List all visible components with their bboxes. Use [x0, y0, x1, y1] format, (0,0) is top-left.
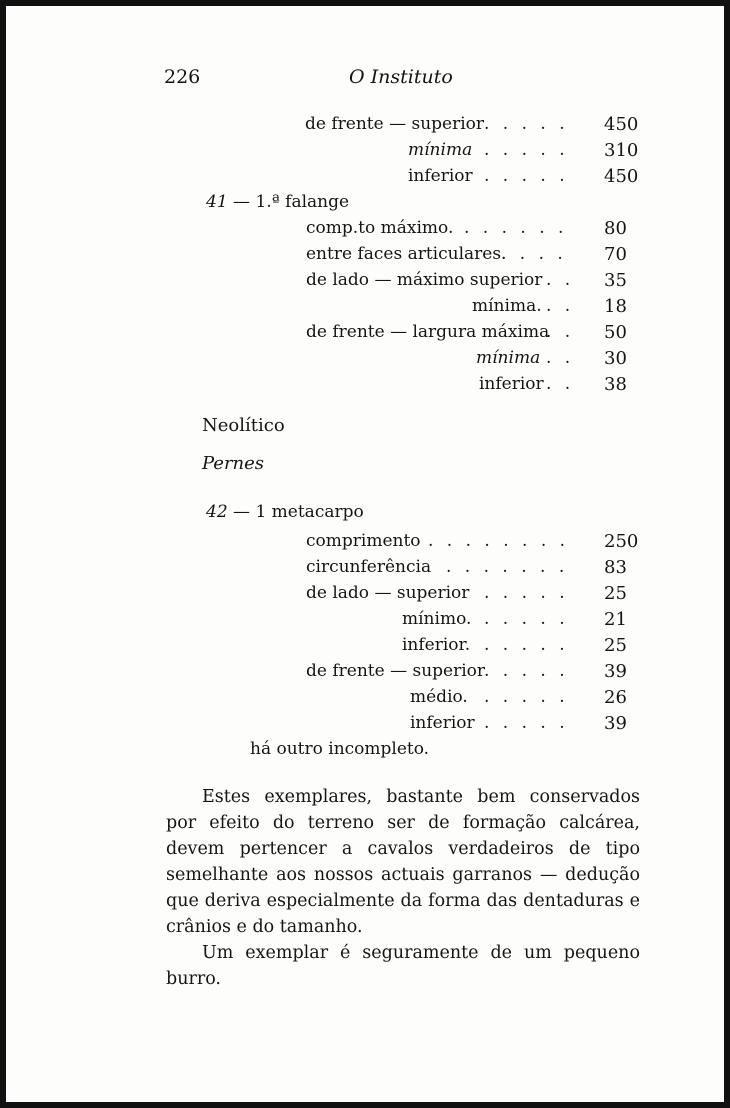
row-value: 18: [604, 296, 627, 317]
row-value: 50: [604, 322, 627, 343]
row-value: 38: [604, 374, 627, 395]
measurement-row: [306, 324, 549, 341]
item-heading: [206, 504, 364, 521]
row-value: 39: [604, 713, 627, 734]
row-label: entre faces articulares.: [306, 244, 507, 264]
measurement-row: [408, 142, 472, 159]
locality-heading: Pernes: [202, 453, 265, 474]
row-label: de frente — superior: [305, 114, 485, 134]
row-label: circunferência: [306, 557, 432, 577]
measurement-row: [306, 272, 542, 289]
running-title: O Instituto: [349, 66, 453, 88]
row-label: de lado — superior: [306, 583, 470, 603]
row-label: de frente — largura máxima: [306, 322, 550, 342]
row-value: 450: [604, 166, 639, 187]
measurement-row: [402, 637, 470, 654]
measurement-row: [306, 559, 431, 576]
period-heading: Neolítico: [202, 415, 285, 436]
row-value: 83: [604, 557, 627, 578]
row-value: 39: [604, 661, 627, 682]
item-dash: —: [233, 192, 251, 212]
item-number: 41: [206, 192, 228, 212]
row-value: 30: [604, 348, 627, 369]
measurement-row: [306, 533, 421, 550]
measurement-row: [410, 715, 475, 732]
row-label: mínima: [408, 140, 473, 160]
row-value: 25: [604, 635, 627, 656]
row-label: médio.: [410, 687, 468, 707]
measurement-row: [306, 220, 453, 237]
measurement-row: [408, 168, 473, 185]
measurement-row: [476, 350, 540, 367]
measurement-row: [472, 298, 542, 315]
row-label: comp.to máximo.: [306, 218, 454, 238]
paragraph: Um exemplar é seguramente de um pequeno burro.: [166, 943, 640, 989]
row-label: de lado — máximo superior: [306, 270, 543, 290]
row-label: inferior: [410, 713, 475, 733]
row-value: 70: [604, 244, 627, 265]
body-text: [166, 784, 640, 992]
row-value: 35: [604, 270, 627, 291]
measurement-row: [305, 116, 484, 133]
book-page: 226 O Instituto de frente — superior . . . . . 450 mínima . . . . . 310 inferior . . . . . 450 41 — 1.ª falange comp.to máximo. . . . . . . 80 entre faces articulares. . . . . 70 de lado — máximo superior . . 35 mínima. . . 18 de frente — largura máxima . . 50 mínima . . 30 inferior . . 38 Neolítico Pernes 42 — 1 metacarpo comprimento . . . . . . . . 250 circunferência . . . . . . . 83 de lado — superior . . . . . 25 mínimo. . . . . . 21 inferior. . . . . . 25 de frente — superior . . . . . 39 médio. . . . . . 26 inferior . . . . . 39 há outro incompleto. Estes exemplares, bastante bem conservados por efeito do terreno ser de formação calcárea, devem pertencer a cavalos verdadeiros de tipo semelhante aos nossos actuais garranos — dedução que deriva especialmente da forma das dentaduras e crânios e do tamanho. Um exemplar é seguramente de um pequeno burro.: [0, 0, 730, 1108]
item-title: 1.ª falange: [255, 192, 350, 212]
measurement-row: [306, 246, 506, 263]
measurement-row: [479, 376, 544, 393]
row-label: mínima.: [472, 296, 542, 316]
row-label: inferior.: [402, 635, 471, 655]
row-value: 25: [604, 583, 627, 604]
item-heading: [206, 194, 349, 211]
item-number: 42: [206, 502, 228, 522]
row-label: inferior: [479, 374, 544, 394]
item-dash: —: [233, 502, 251, 522]
row-value: 80: [604, 218, 627, 239]
item-note: há outro incompleto.: [250, 739, 430, 759]
row-label: mínima: [476, 348, 541, 368]
item-title: 1 metacarpo: [255, 502, 364, 522]
row-value: 450: [604, 114, 639, 135]
page-header: [164, 66, 644, 96]
row-value: 26: [604, 687, 627, 708]
paragraph: Estes exemplares, bastante bem conservados por efeito do terreno ser de formação calcárea, devem pertencer a cavalos verdadeiros de tipo semelhante aos nossos actuais garranos — dedução que deriva especialmente da forma das dentaduras e crânios e do tamanho.: [166, 787, 640, 937]
measurement-row: [306, 585, 469, 602]
row-value: 250: [604, 531, 639, 552]
row-label: comprimento: [306, 531, 421, 551]
row-value: 21: [604, 609, 627, 630]
page-number: 226: [164, 66, 201, 88]
measurement-row: [410, 689, 468, 706]
row-label: mínimo.: [402, 609, 472, 629]
row-label: de frente — superior: [306, 661, 486, 681]
measurement-row: [306, 663, 485, 680]
row-value: 310: [604, 140, 639, 161]
row-label: inferior: [408, 166, 473, 186]
measurement-row: [402, 611, 471, 628]
